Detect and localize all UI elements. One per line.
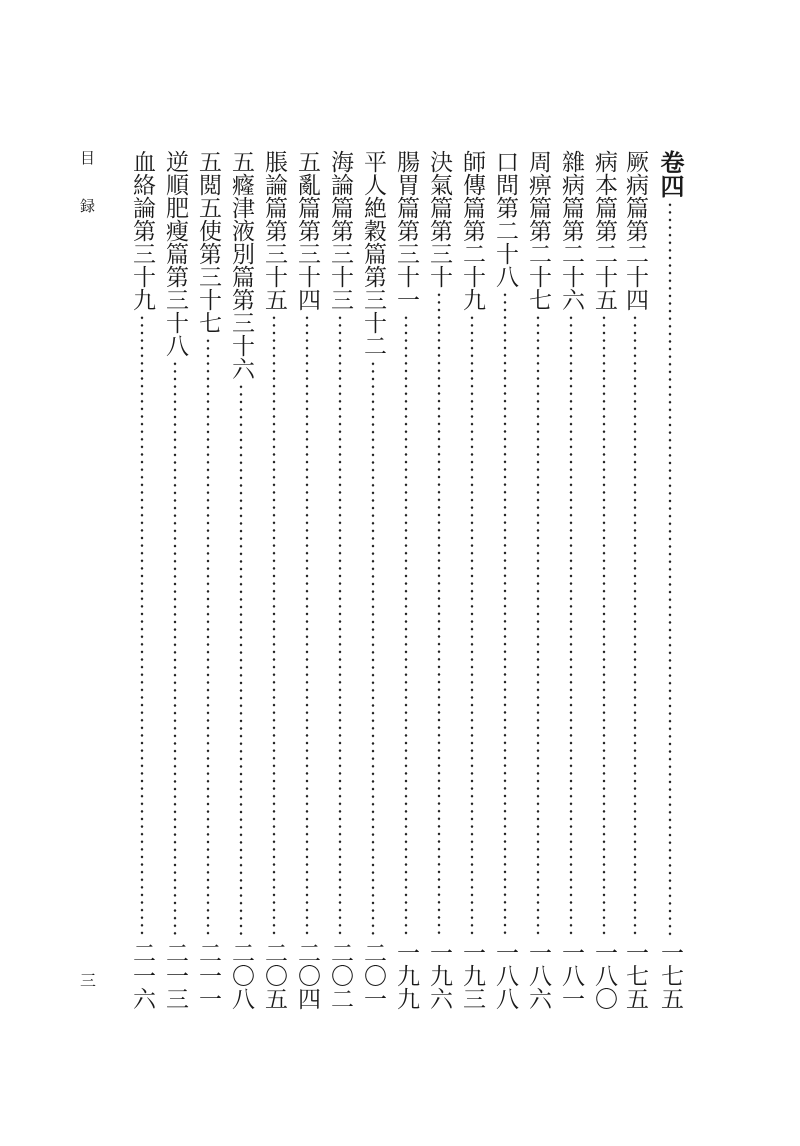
toc-entry[interactable] [158,150,192,1010]
toc-entry[interactable] [224,150,258,1010]
toc-entry[interactable] [257,150,291,1010]
entry-page-number: 一八八 [492,941,518,1010]
page-folio: 三 [80,971,97,990]
toc-entry[interactable] [488,150,522,1010]
toc-entry[interactable] [290,150,324,1010]
dot-leader [602,314,606,937]
toc-entry[interactable] [125,150,159,1010]
entry-title: 師傳篇第二十九 [459,150,485,311]
toc-entry[interactable] [554,150,588,1010]
volume-page-number: 一七五 [657,941,683,1010]
entry-page-number: 一八一 [558,941,584,1010]
entry-page-number: 二〇八 [228,941,254,1010]
entry-page-number: 一七五 [622,941,648,1010]
entry-page-number: 一九九 [393,941,419,1010]
dot-leader [536,314,540,937]
volume-title: 卷四 [656,150,685,198]
entry-title: 決氣篇第三十 [426,150,452,288]
dot-leader [503,291,507,937]
dot-leader [470,314,474,937]
entry-page-number: 一八六 [525,941,551,1010]
toc-entry[interactable] [521,150,555,1010]
dot-leader [206,337,210,937]
entry-title: 五閲五使第三十七 [195,150,221,334]
entry-page-number: 二〇一 [360,941,386,1010]
volume-heading [653,150,687,1010]
dot-leader [668,201,672,937]
section-header: 目 録 [78,150,96,227]
entry-title: 五亂篇第三十四 [294,150,320,311]
entry-title: 逆順肥瘦篇第三十八 [162,150,188,357]
toc-entry[interactable] [191,150,225,1010]
dot-leader [404,314,408,937]
entry-title: 腸胃篇第三十一 [393,150,419,311]
entry-page-number: 一九三 [459,941,485,1010]
dot-leader [239,383,243,937]
dot-leader [305,314,309,937]
entry-title: 脹論篇第三十五 [261,150,287,311]
toc-entry[interactable] [618,150,652,1010]
entry-page-number: 二一三 [162,941,188,1010]
entry-title: 病本篇第二十五 [591,150,617,311]
toc-entry[interactable] [422,150,456,1010]
dot-leader [173,360,177,937]
dot-leader [371,360,375,937]
entry-title: 口問第二十八 [492,150,518,288]
entry-page-number: 一八〇 [591,941,617,1010]
dot-leader [437,291,441,937]
dot-leader [569,314,573,937]
dot-leader [272,314,276,937]
toc-entry[interactable] [356,150,390,1010]
toc-entry[interactable] [587,150,621,1010]
dot-leader [633,314,637,937]
toc-entry[interactable] [323,150,357,1010]
entry-page-number: 一九六 [426,941,452,1010]
dot-leader [140,314,144,937]
entry-page-number: 二一一 [195,941,221,1010]
dot-leader [338,314,342,937]
entry-title: 厥病篇第二十四 [622,150,648,311]
entry-title: 五癃津液別篇第三十六 [228,150,254,380]
entry-page-number: 二〇四 [294,941,320,1010]
entry-page-number: 二〇五 [261,941,287,1010]
entry-title: 平人絶穀篇第三十二 [360,150,386,357]
toc-entry[interactable] [389,150,423,1010]
entry-title: 雜病篇第二十六 [558,150,584,311]
entry-title: 血絡論第三十九 [129,150,155,311]
entry-title: 周痹篇第二十七 [525,150,551,311]
toc-entry[interactable] [455,150,489,1010]
entry-title: 海論篇第三十三 [327,150,353,311]
entry-page-number: 二〇二 [327,941,353,1010]
entry-page-number: 二一六 [129,941,155,1010]
